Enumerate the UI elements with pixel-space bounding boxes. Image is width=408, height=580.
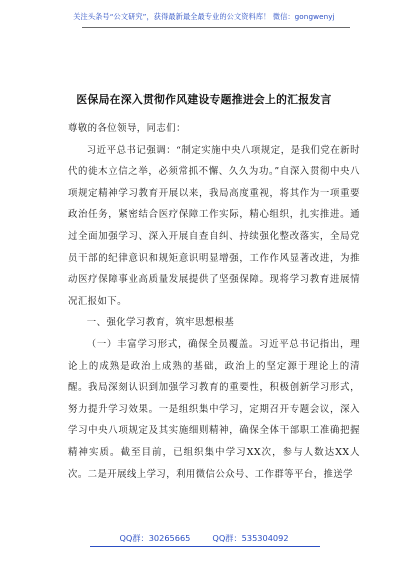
salutation: 尊敬的各位领导，同志们： — [68, 123, 186, 134]
paragraph-section-1-1: （一）丰富学习形式，确保全员覆盖。习近平总书记指出，理论上的成熟是政治上成熟的基础，政治上的坚定源于理论上的清醒。我局深刻认识到加强学习教育的重要性，积极创新学习形式，努力提升学习效果。一是组织集中学习，定期召开专题会议，深入学习中央八项规定及其实施细则精神，确保全体干部职工准确把握精神实质。截至目前，已组织集中学习XX次，参与人数达XX人次。二是开展线上学习，利用微信公众号、工作群等平台，推送学 — [68, 338, 360, 480]
document-body — [68, 118, 360, 485]
document-title: 医保局在深入贯彻作风建设专题推进会上的汇报发言 — [76, 93, 332, 106]
footer-contact — [0, 533, 408, 544]
qq-group-1: QQ群：30265665 — [119, 533, 191, 543]
header-notice: 关注头条号“公文研究”，获得最新最全最专业的公文资料库！ 微信：gongwenyj — [73, 12, 335, 21]
qq-group-2: QQ群：535304092 — [212, 533, 289, 543]
footer-underline — [90, 546, 320, 547]
header-divider — [82, 27, 350, 28]
paragraph-intro: 习近平总书记强调：“制定实施中央八项规定，是我们党在新时代的徙木立信之举，必须常抓不懈、久久为功。”自深入贯彻中央八项规定精神学习教育开展以来，我局高度重视，将其作为一项重要政治任务，紧密结合医疗保障工作实际，精心组织，扎实推进。通过全面加强学习、深入开展自查自纠、持续强化整改落实，全局党员干部的纪律意识和规矩意识明显增强，工作作风显著改进，为推动医疗保障事业高质量发展提供了坚强保障。现将学习教育进展情况汇报如下。 — [68, 144, 360, 307]
section-heading: 一、强化学习教育，筑牢思想根基 — [86, 317, 235, 329]
